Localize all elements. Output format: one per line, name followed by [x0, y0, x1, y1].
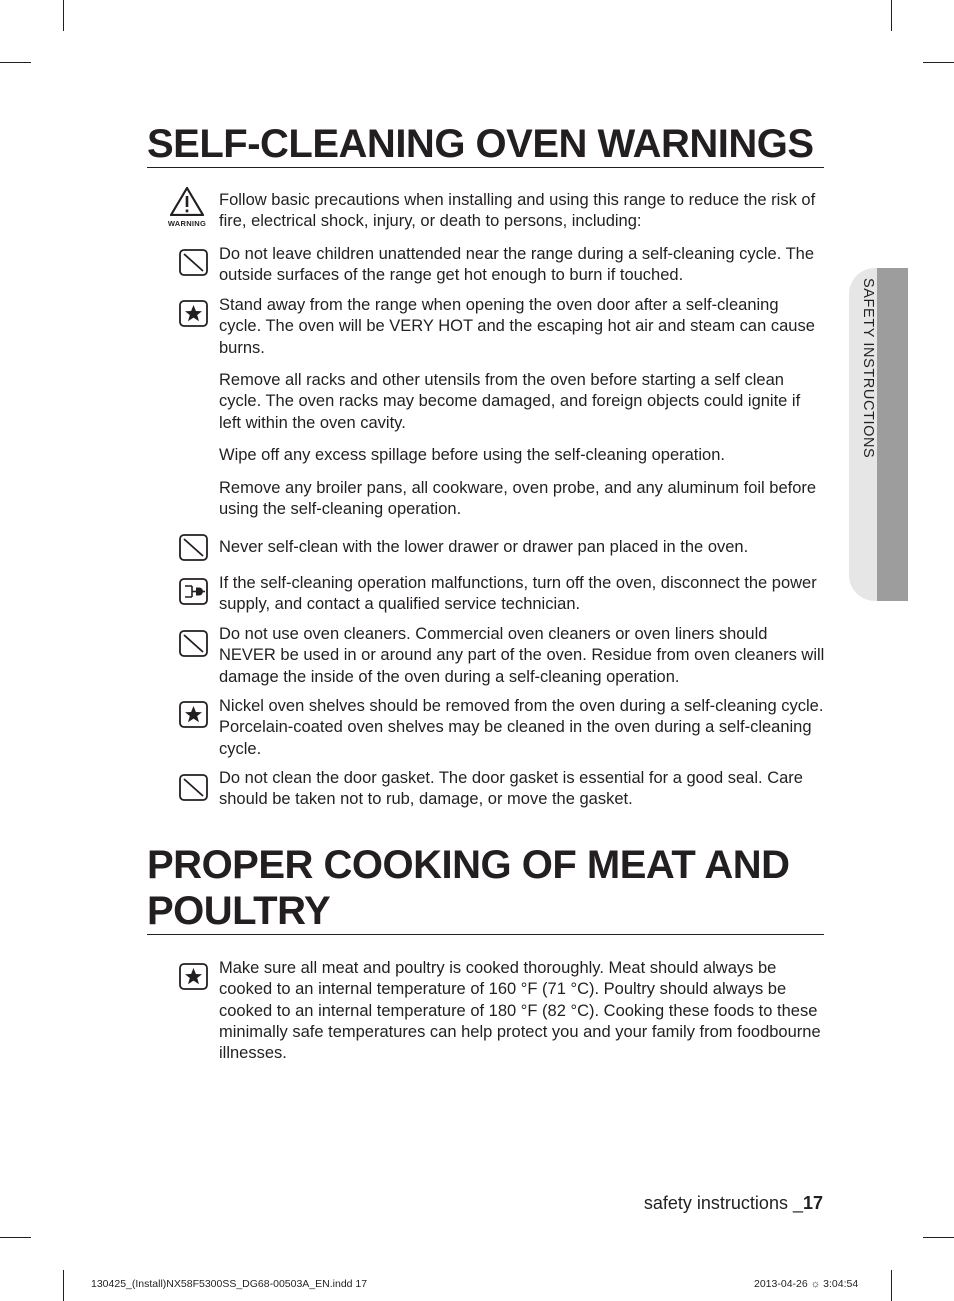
print-slug-date: 2013-04-26 ☼ 3:04:54 — [754, 1278, 859, 1290]
warning-triangle-icon — [165, 186, 209, 226]
section-title-meat-poultry — [147, 842, 824, 935]
crop-mark — [891, 0, 892, 31]
list-item: Do not leave children unattended near the range during a self-cleaning cycle. The outside surfaces of the range get hot enough to burn if touched. — [219, 245, 814, 285]
list-item: Do not clean the door gasket. The door gasket is essential for a good seal. Care should be taken not to rub, damage, or move the gasket. — [219, 769, 803, 809]
prohibited-icon — [179, 774, 208, 801]
list-item: Never self-clean with the lower drawer or drawer pan placed in the oven. — [219, 538, 749, 556]
crop-mark — [0, 1237, 31, 1238]
list-item: If the self-cleaning operation malfunctions, turn off the oven, disconnect the power supply, and contact a qualified service technician. — [219, 574, 817, 614]
list-item: Wipe off any excess spillage before using the self-cleaning operation. — [219, 446, 725, 464]
crop-mark — [923, 62, 954, 63]
list-item: Remove any broiler pans, all cookware, oven probe, and any aluminum foil before using the self-cleaning operation. — [219, 479, 817, 519]
star-note-icon — [179, 300, 208, 327]
star-note-icon — [179, 963, 208, 990]
page-footer — [644, 1193, 823, 1214]
footer-section-name: safety instructions _ — [643, 1193, 803, 1213]
list-item: Make sure all meat and poultry is cooked thoroughly. Meat should always be cooked to an internal temperature of 160 °F (71 °C). Poultry should always be cooked to an internal temperature of 180 °F (82 °C). Cooking these foods to these minimally safe temperatures can help protect you and your family from foodbourne illnesses. — [219, 959, 821, 1063]
section-title-self-cleaning: SELF-CLEANING OVEN WARNINGS — [147, 121, 824, 168]
list-item: Follow basic precautions when installing and using this range to reduce the risk of fire, electrical shock, injury, or death to persons, including: — [219, 191, 816, 231]
star-note-icon — [179, 701, 208, 728]
list-item: Nickel oven shelves should be removed from the oven during a self-cleaning cycle. Porcelain-coated oven shelves may be cleaned in the oven during a self-cleaning cycle. — [219, 697, 824, 758]
crop-mark — [891, 1270, 892, 1301]
section-title-line: POULTRY — [147, 889, 331, 933]
list-item: Stand away from the range when opening the oven door after a self-cleaning cycle. The oven will be VERY HOT and the escaping hot air and steam can cause burns. — [219, 296, 815, 357]
list-item: Remove all racks and other utensils from the oven before starting a self clean cycle. The oven racks may become damaged, and foreign objects could ignite if left within the oven cavity. — [219, 371, 801, 432]
crop-mark — [0, 62, 31, 63]
print-slug-file: 130425_(Install)NX58F5300SS_DG68-00503A_EN.indd 17 — [91, 1278, 368, 1290]
list-item: Do not use oven cleaners. Commercial oven cleaners or oven liners should NEVER be used in or around any part of the oven. Residue from oven cleaners will damage the inside of the oven during a self-cleaning operation. — [219, 625, 825, 686]
section-title-line: PROPER COOKING OF MEAT AND — [147, 843, 790, 887]
crop-mark — [63, 1270, 64, 1301]
warning-label: WARNING — [167, 219, 207, 228]
crop-mark — [923, 1237, 954, 1238]
prohibited-icon — [179, 630, 208, 657]
side-tab-bar — [877, 268, 908, 601]
prohibited-icon — [179, 249, 208, 276]
prohibited-icon — [179, 534, 208, 561]
side-tab-label: SAFETY INSTRUCTIONS — [860, 278, 876, 459]
crop-mark — [63, 0, 64, 31]
page-number: 17 — [802, 1193, 823, 1213]
unplug-icon — [179, 578, 208, 605]
